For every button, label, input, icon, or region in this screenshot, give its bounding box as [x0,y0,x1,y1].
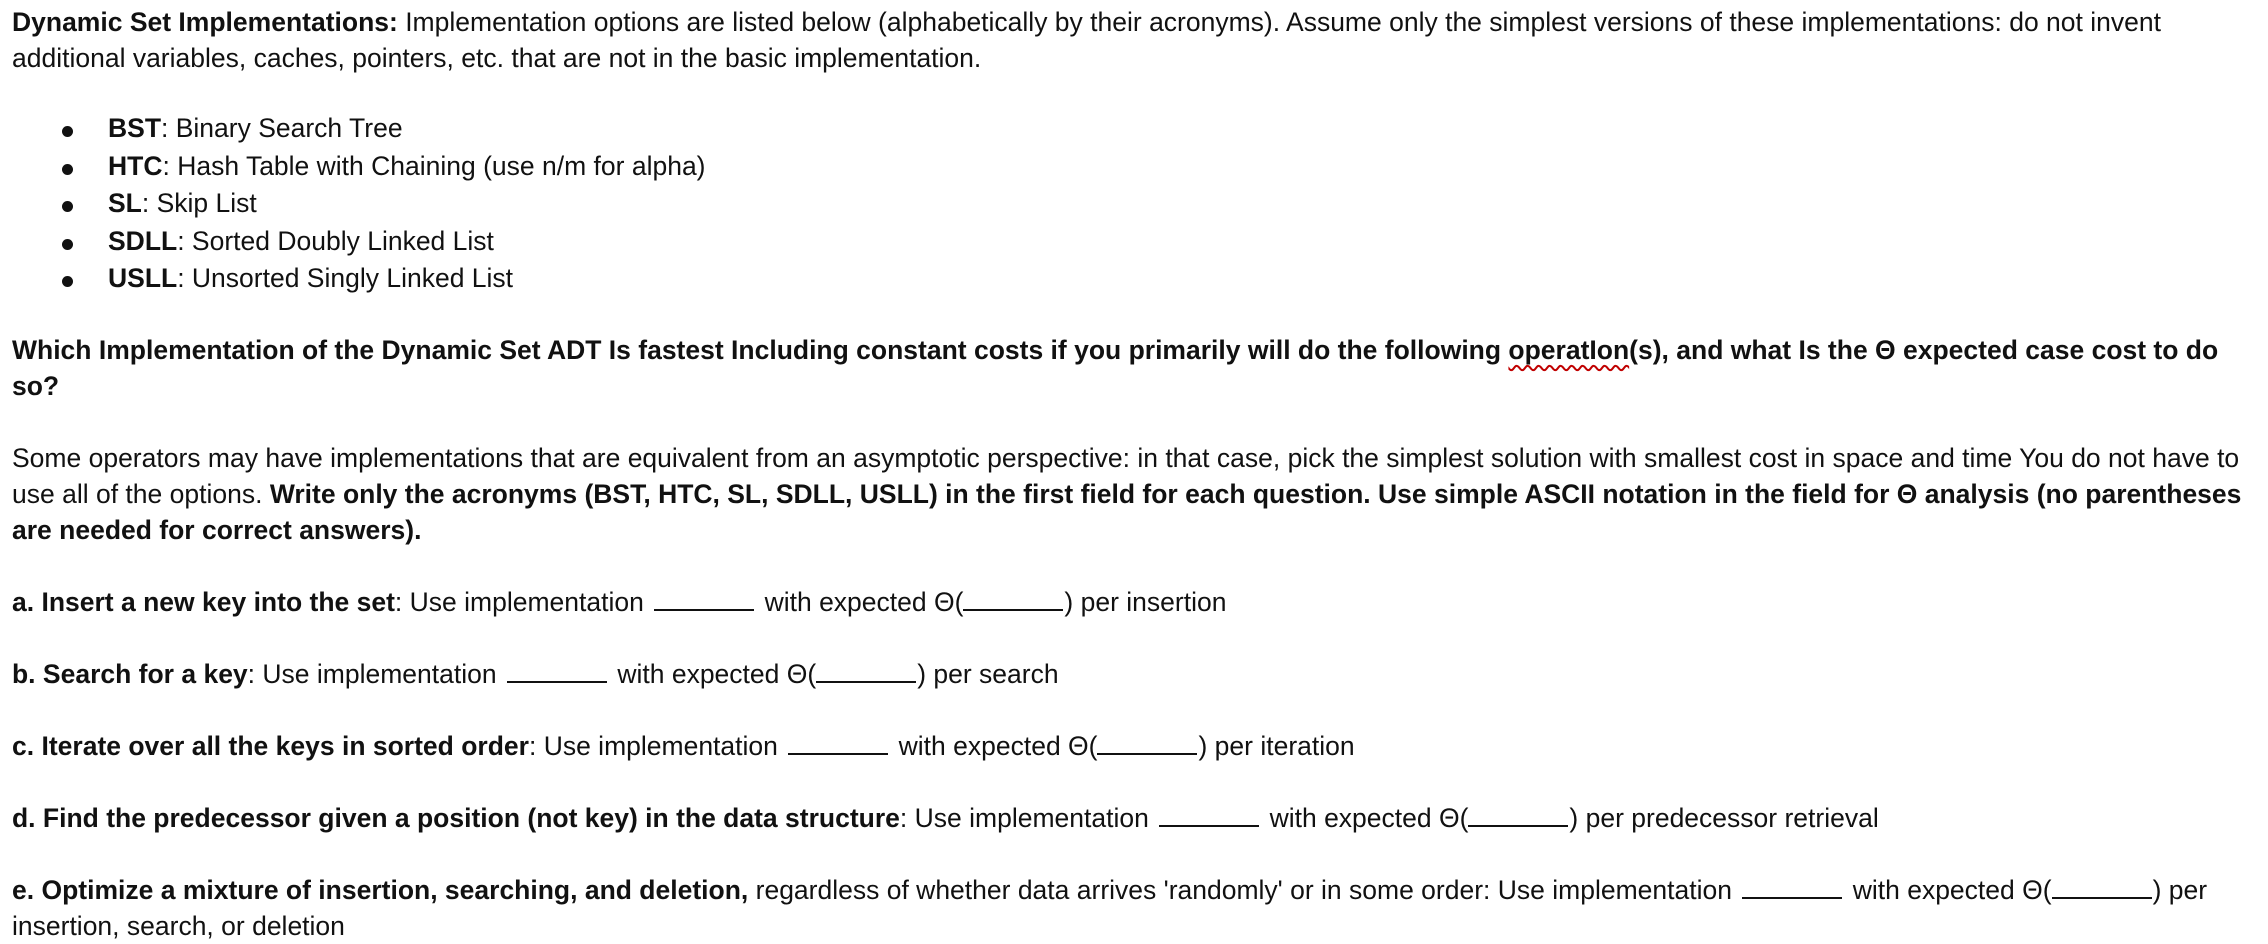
theta-blank[interactable] [1097,729,1197,755]
implementation-blank[interactable] [788,729,888,755]
impl-acronym: BST [108,113,161,143]
question-suffix: ) per search [917,658,1059,689]
question-suffix: ) per insertion, search, or deletion [12,874,2208,941]
theta-prefix: with expected Θ( [764,586,964,617]
impl-acronym: SL [108,188,142,218]
implementation-blank[interactable] [654,585,754,611]
list-item [12,185,2256,223]
question-text: : Use implementation [394,586,644,617]
misspelled-word: operatIon [1508,334,1630,365]
question-b [12,656,2256,692]
theta-blank[interactable] [2052,873,2152,899]
theta-blank[interactable] [1468,801,1568,827]
impl-acronym: HTC [108,150,163,181]
impl-name: : Hash Table with Chaining (use n/m for alpha) [162,150,706,181]
question-label: a. Insert a new key into the set [12,586,395,617]
instructions-bold: Write only the acronyms (BST, HTC, SL, SDLL, USLL) in the first field for each question. Use simple ASCII notation in the field for Θ analysis (no parentheses are needed for correct answers). [12,478,2242,545]
theta-prefix: with expected Θ( [898,730,1098,761]
theta-blank[interactable] [963,585,1063,611]
question-e [12,872,2256,944]
question-a [12,584,2256,620]
theta-prefix: with expected Θ( [1269,802,1469,833]
intro-text: Implementation options are listed below (alphabetically by their acronyms). Assume only the simplest versions of these implementations: do not invent additional variables, caches, pointers, etc. that are not in the basic implementation. [12,7,2161,73]
list-item [12,148,2256,186]
question-text: : Use implementation [528,730,778,761]
impl-name: : Unsorted Singly Linked List [177,263,514,293]
intro-paragraph [12,4,2256,76]
implementation-blank[interactable] [507,657,607,683]
main-question [12,332,2256,404]
theta-blank[interactable] [816,657,916,683]
question-text: : Use implementation [247,658,497,689]
theta-prefix: with expected Θ( [1852,874,2052,905]
instructions-text: Some operators may have implementations that are equivalent from an asymptotic perspective: in that case, pick the simplest solution with smallest cost in space and time You do not have to use all of the options. [12,442,2240,509]
impl-acronym: USLL [108,263,178,293]
list-item [12,260,2256,298]
question-suffix: ) per predecessor retrieval [1569,802,1879,833]
question-text: : Use implementation [899,802,1149,833]
question-suffix: ) per insertion [1064,586,1227,617]
theta-prefix: with expected Θ( [617,658,817,689]
impl-name: : Skip List [141,188,257,218]
question-c [12,728,2256,764]
implementation-blank[interactable] [1159,801,1259,827]
impl-name: : Sorted Doubly Linked List [177,225,494,256]
instructions-paragraph [12,440,2256,548]
question-label: d. Find the predecessor given a position (not key) in the data structure [12,802,900,833]
main-question-after: (s), and what Is the Θ expected case cost to do so? [12,334,2219,401]
question-label: c. Iterate over all the keys in sorted order [12,730,529,761]
list-item [12,110,2256,148]
list-item [12,223,2256,261]
impl-name: : Binary Search Tree [161,113,403,143]
question-label: e. Optimize a mixture of insertion, searching, and deletion, [12,874,749,905]
implementation-blank[interactable] [1742,873,1842,899]
main-question-before: Which Implementation of the Dynamic Set ADT Is fastest Including constant costs if you primarily will do the following [12,334,1509,365]
question-text: regardless of whether data arrives 'randomly' or in some order: Use implementation [748,874,1732,905]
question-suffix: ) per iteration [1198,730,1355,761]
question-label: b. Search for a key [12,658,248,689]
impl-acronym: SDLL [108,225,178,256]
question-d [12,800,2256,836]
intro-heading: Dynamic Set Implementations: [12,7,398,37]
implementation-list [12,110,2256,298]
